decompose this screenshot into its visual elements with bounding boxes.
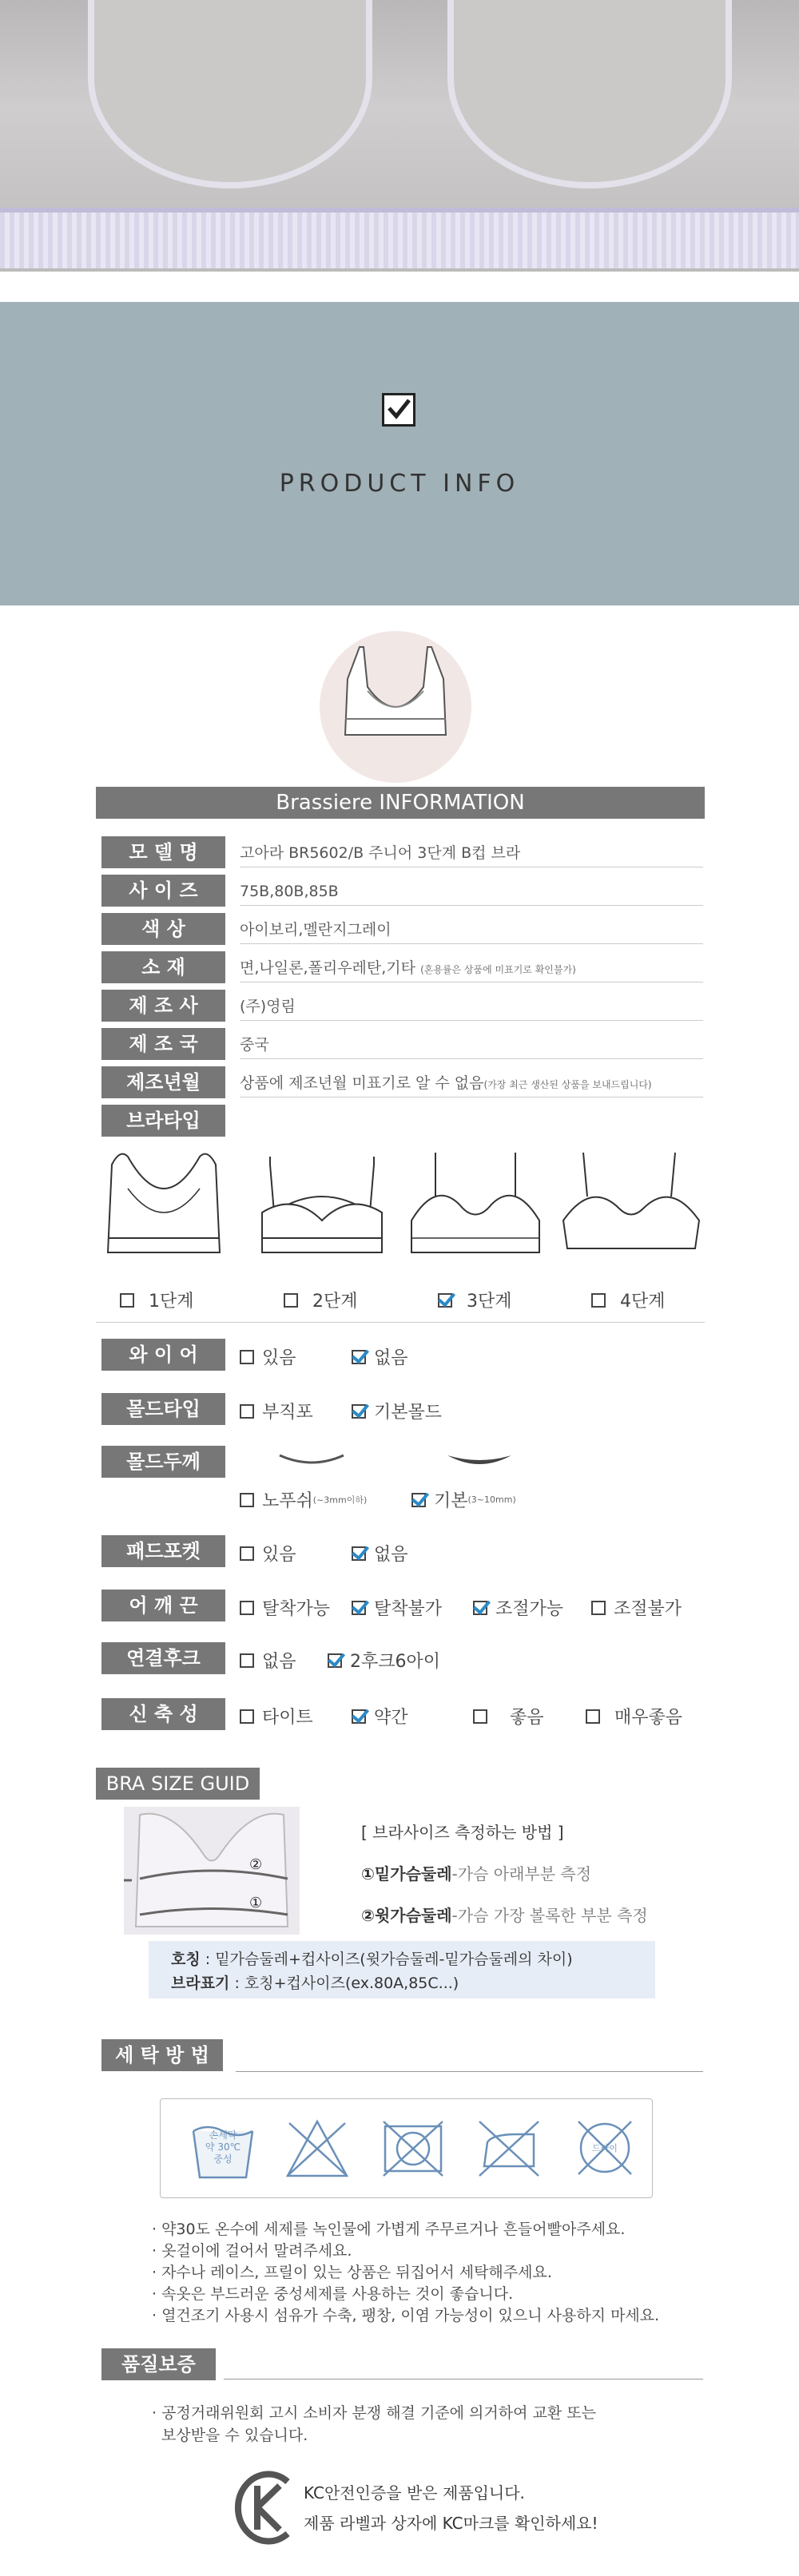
wash-instruction: · 약30도 온수에 세제를 녹인물에 가볍게 주무르거나 흔들어빨아주세요. [152,2221,626,2238]
info-value-text: 75B,80B,85B [240,883,339,900]
option-label: 부직포 [262,1403,313,1423]
checkbox-icon[interactable] [240,1546,254,1561]
option-pocket-yes[interactable] [240,1541,296,1566]
bra-type-option-2[interactable] [284,1288,358,1312]
checkbox-checked-icon[interactable] [328,1653,342,1668]
hand-wash-temp: 약 30℃ [205,2141,241,2153]
option-label: 없음 [374,1348,408,1368]
option-hook-none[interactable] [240,1648,296,1673]
option-sublabel: (3~10mm) [467,1494,516,1505]
checkbox-checked-icon[interactable] [352,1546,366,1561]
option-label: 탈착가능 [262,1599,331,1619]
wash-instruction: · 열건조기 사용시 섬유가 수축, 팽창, 이염 가능성이 있으니 사용하지 마세요. [152,2307,660,2324]
formula-line-2 [171,1971,459,1993]
feature-label-mold-thickness: 몰드두께 [101,1446,225,1478]
info-label: 소 재 [101,951,225,983]
option-strap-detachable[interactable] [240,1595,330,1620]
no-tumble-dry-icon [380,2118,446,2179]
product-info-title: PRODUCT INFO [279,470,520,498]
info-note: (혼용률은 상품에 미표기로 확인불가) [420,964,576,975]
checkbox-icon[interactable] [240,1493,254,1507]
info-value [240,1066,703,1097]
wash-instruction: · 속옷은 부드러운 중성세제를 사용하는 것이 좋습니다. [152,2285,514,2303]
option-label: 기본몰드 [374,1403,443,1423]
info-value-text: 고아라 BR5602/B 주니어 3단계 B컵 브라 [240,844,521,862]
checkbox-icon[interactable] [120,1293,134,1308]
cup-left [88,0,372,189]
info-label: 제 조 사 [101,990,225,1022]
option-mold-nonwoven[interactable] [240,1399,313,1423]
checkbox-checked-icon[interactable] [411,1493,426,1507]
info-value-text: (주)영림 [240,998,296,1015]
dry-clean-text: 드라이 [592,2143,618,2153]
size-formula-box [149,1941,655,1998]
info-label: 사 이 즈 [101,875,225,907]
checkbox-checked-icon[interactable] [473,1601,487,1615]
option-label: 약간 [374,1708,408,1728]
feature-label-straps: 어 깨 끈 [101,1590,225,1621]
option-thickness-basic[interactable] [411,1487,516,1512]
kc-mark-icon [232,2470,296,2546]
option-wire-yes[interactable] [240,1344,296,1369]
bra-type-1-illustration [104,1149,224,1276]
feature-label-hook: 연결후크 [101,1642,225,1674]
divider [96,1322,705,1323]
option-label: 노푸쉬 [262,1491,313,1511]
option-strap-adjustable[interactable] [473,1595,563,1620]
option-mold-basic[interactable] [352,1399,442,1423]
info-label: 모 델 명 [101,836,225,868]
kc-line-1: KC안전인증을 받은 제품입니다. [304,2483,525,2503]
option-stretch-good[interactable] [473,1704,544,1729]
option-label: 있음 [262,1348,296,1368]
checkbox-checked-icon[interactable] [352,1709,366,1724]
feature-label-stretch: 신 축 성 [101,1698,225,1730]
bra-type-2-illustration [254,1149,390,1276]
option-wire-no[interactable] [352,1344,408,1369]
wash-label: 세 탁 방 법 [101,2039,223,2071]
feature-label-mold-type: 몰드타입 [101,1393,225,1425]
info-label: 제 조 국 [101,1028,225,1060]
bra-type-4-illustration [559,1149,703,1276]
info-value-text: 아이보리,멜란지그레이 [240,921,392,939]
quality-text-2: 보상받을 수 있습니다. [161,2427,308,2444]
product-photo [0,0,799,272]
bra-type-option-label: 3단계 [467,1292,512,1312]
checkbox-icon[interactable] [240,1404,254,1419]
checkbox-icon[interactable] [240,1601,254,1615]
info-value [240,951,703,982]
underband [0,208,799,268]
bra-type-option-label: 4단계 [620,1292,666,1312]
checkbox-icon[interactable] [591,1601,606,1615]
formula-def: : 호칭+컵사이즈(ex.80A,85C...) [229,1975,459,1992]
option-strap-fixed[interactable] [352,1595,442,1620]
wash-instructions [152,2219,727,2327]
info-header: Brassiere INFORMATION [96,787,705,819]
info-value-text: 중국 [240,1036,269,1054]
product-thumbnail [320,631,471,783]
size-method-title: [ 브라사이즈 측정하는 방법 ] [361,1823,564,1842]
option-label: 있음 [262,1545,296,1565]
bra-type-option-label: 1단계 [149,1292,194,1312]
thin-mold-icon [276,1452,348,1468]
wash-instruction: · 옷걸이에 걸어서 말려주세요. [152,2242,352,2260]
option-label: 조절불가 [614,1599,682,1619]
option-strap-nonadjustable[interactable] [591,1595,682,1620]
size-method-2 [361,1903,648,1926]
marker-upper: ② [249,1856,263,1873]
checkbox-checked-icon[interactable] [438,1293,452,1308]
wash-instruction: · 자수나 레이스, 프릴이 있는 상품은 뒤집어서 세탁해주세요. [152,2264,552,2281]
info-label: 제조년월 [101,1066,225,1098]
bra-type-option-3[interactable] [438,1288,512,1312]
marker-under: ① [249,1895,263,1911]
product-info-banner [0,302,799,605]
checkbox-icon[interactable] [240,1709,254,1724]
bra-type-option-label: 2단계 [312,1292,358,1312]
option-label: 없음 [262,1652,296,1672]
hand-wash-icon [190,2115,256,2181]
checkbox-checked-icon[interactable] [352,1601,366,1615]
info-note: (가장 최근 생산된 상품을 보내드립니다) [483,1079,652,1090]
divider [224,2379,703,2380]
info-value [240,836,703,867]
quality-text-1: · 공정거래위원회 고시 소비자 분쟁 해결 기준에 의거하여 교환 또는 [152,2404,596,2422]
hand-wash-detergent: 중성 [213,2153,233,2165]
feature-label-wire: 와 이 어 [101,1339,225,1371]
bra-type-option-4[interactable] [591,1288,666,1312]
feature-label-pad-pocket: 패드포켓 [101,1535,225,1567]
wash-icons-box [160,2098,653,2198]
info-value [240,913,703,944]
no-bleach-icon [284,2118,350,2179]
option-label: 조절가능 [495,1599,564,1619]
formula-line-1 [171,1947,573,1969]
info-value-text: 상품에 제조년월 미표기로 알 수 없음 [240,1074,484,1092]
checkbox-icon[interactable] [284,1293,298,1308]
option-label: 기본 [434,1491,468,1511]
option-pocket-no[interactable] [352,1541,408,1566]
kc-line-2: 제품 라벨과 상자에 KC마크를 확인하세요! [304,2514,598,2533]
formula-term: 호칭 [171,1951,201,1968]
formula-term: 브라표기 [171,1975,230,1992]
option-label: 매우좋음 [614,1708,683,1728]
basic-mold-icon [443,1452,515,1470]
info-label: 색 상 [101,913,225,945]
checkbox-icon[interactable] [473,1709,487,1724]
quality-label: 품질보증 [101,2348,216,2380]
size-method-2-title: ②윗가슴둘레 [361,1906,452,1925]
bra-type-3-illustration [403,1149,547,1276]
checkbox-icon [382,393,415,427]
checkbox-icon[interactable] [240,1350,254,1364]
option-stretch-very-good[interactable] [586,1704,682,1729]
divider [236,2071,703,2072]
info-value [240,1028,703,1059]
size-method-1 [361,1861,591,1884]
option-thickness-nopush[interactable] [240,1487,367,1512]
cup-right [447,0,732,189]
info-value-text: 면,나일론,폴리우레탄,기타 [240,959,416,977]
size-guide-photo [124,1807,300,1935]
option-stretch-tight[interactable] [240,1704,313,1729]
size-method-2-desc: -가슴 가장 볼록한 부분 측정 [451,1906,648,1925]
checkbox-icon[interactable] [586,1709,600,1724]
option-label: 타이트 [262,1708,313,1728]
option-label: 없음 [374,1545,408,1565]
size-method-1-desc: -가슴 아래부분 측정 [451,1864,592,1883]
no-dry-clean-icon [572,2115,638,2181]
checkbox-checked-icon[interactable] [352,1350,366,1364]
checkbox-checked-icon[interactable] [352,1404,366,1419]
bra-type-label: 브라타입 [101,1105,225,1137]
option-label: 2후크6아이 [350,1652,441,1672]
info-value [240,990,703,1021]
option-stretch-slight[interactable] [352,1704,408,1729]
size-method-1-title: ①밑가슴둘레 [361,1864,452,1883]
formula-def: : 밑가슴둘레+컵사이즈(윗가슴둘레-밑가슴둘레의 차이) [200,1951,573,1968]
checkbox-icon[interactable] [591,1293,606,1308]
no-iron-icon [476,2118,542,2179]
size-guide-header: BRA SIZE GUID [96,1768,260,1800]
option-hook-2x6[interactable] [328,1648,440,1673]
info-value [240,875,703,906]
option-label: 좋음 [510,1708,544,1728]
option-sublabel: (~3mm이하) [312,1494,368,1506]
checkbox-icon[interactable] [240,1653,254,1668]
option-label: 탈착불가 [374,1599,443,1619]
hand-wash-text: 손세탁 [209,2129,237,2141]
bra-type-option-1[interactable] [120,1288,194,1312]
